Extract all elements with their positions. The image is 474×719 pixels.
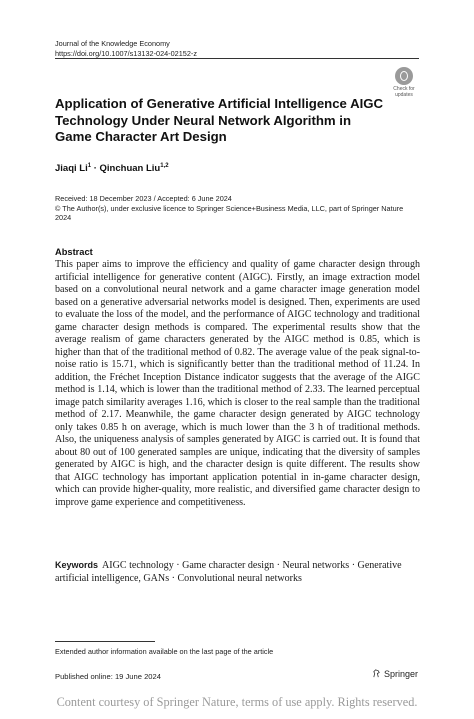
keywords-label: Keywords bbox=[55, 560, 99, 570]
journal-header bbox=[55, 39, 197, 59]
author-list bbox=[55, 163, 169, 174]
badge-text-line1: Check for bbox=[393, 86, 415, 92]
check-updates-icon bbox=[395, 67, 413, 85]
footnote-divider bbox=[55, 641, 155, 642]
article-title: Application of Generative Artificial Intelligence AIGC Technology Under Neural Network Algorithm in Game Character Art Design bbox=[55, 96, 384, 144]
abstract-text: This paper aims to improve the efficiency and quality of game character design through artificial intelligence for generative content (AIGC). Firstly, an image extraction model based on a convolutional neural network and a game character image generation model based on a generative adversarial networks model is designed. Then, experiments are used to evaluate the loss of the model, and the performance of AIGC technology and traditional game character design methods is compared. The experimental results show that the average realism of game characters generated by the AIGC method is 0.85, which is higher than that of the traditional method of 0.82. The average value of the peak signal-to-noise ratio is 15.71, which is significantly better than the traditional method of 11.24. In addition, the Fréchet Inception Distance indicator suggests that the average of the AIGC method is 1.14, which is lower than the traditional method of 2.33. The learned perceptual image patch similarity averages 1.16, which is closer to the real sample than the traditional method of 2.17. Meanwhile, the game character design generated by AIGC technology only takes 0.85 h on average, which is much lower than the 3 h of traditional methods. Also, the uniqueness analysis of samples generated by AIGC is carried out. It is found that about 80 out of 100 generated samples are unique, indicating that the diversity of samples generated by AIGC is high, and the character design is quite different. The results show that AIGC technology has important application potential in in-game character design, which can provide higher-quality, more realistic, and diversified game character design to improve game experience and competitiveness. bbox=[55, 259, 420, 508]
publisher-name: Springer bbox=[384, 669, 419, 679]
author-separator: · bbox=[91, 163, 100, 174]
header-divider bbox=[55, 58, 419, 59]
check-for-updates-badge[interactable] bbox=[386, 67, 422, 105]
badge-text-line2: updates bbox=[395, 92, 413, 98]
courtesy-watermark: Content courtesy of Springer Nature, terms of use apply. Rights reserved. bbox=[56, 695, 418, 709]
author-affiliation: 1,2 bbox=[160, 163, 169, 169]
doi-link[interactable]: https://doi.org/10.1007/s13132-024-02152-z bbox=[55, 49, 197, 58]
author-affiliation: 1 bbox=[87, 163, 92, 169]
keywords-section bbox=[55, 559, 420, 585]
springer-horse-icon bbox=[372, 669, 381, 678]
author-name[interactable]: Qinchuan Liu bbox=[99, 163, 161, 174]
abstract-heading: Abstract bbox=[55, 247, 93, 257]
author-name[interactable]: Jiaqi Li bbox=[55, 163, 88, 174]
received-accepted-dates: Received: 18 December 2023 / Accepted: 6 June 2024 bbox=[55, 194, 232, 203]
keywords-list: AIGC technology · Game character design · Neural networks · Generative artificial intelligence, GANs · Convolutional neural networks bbox=[55, 560, 402, 584]
copyright-notice: © The Author(s), under exclusive licence to Springer Science+Business Media, LLC, part of Springer Nature 2024 bbox=[55, 203, 404, 223]
published-online-date: Published online: 19 June 2024 bbox=[55, 672, 161, 681]
journal-name: Journal of the Knowledge Economy bbox=[55, 39, 170, 48]
extended-author-info: Extended author information available on the last page of the article bbox=[55, 647, 274, 656]
publisher-logo[interactable] bbox=[372, 669, 418, 679]
article-history bbox=[55, 194, 420, 223]
